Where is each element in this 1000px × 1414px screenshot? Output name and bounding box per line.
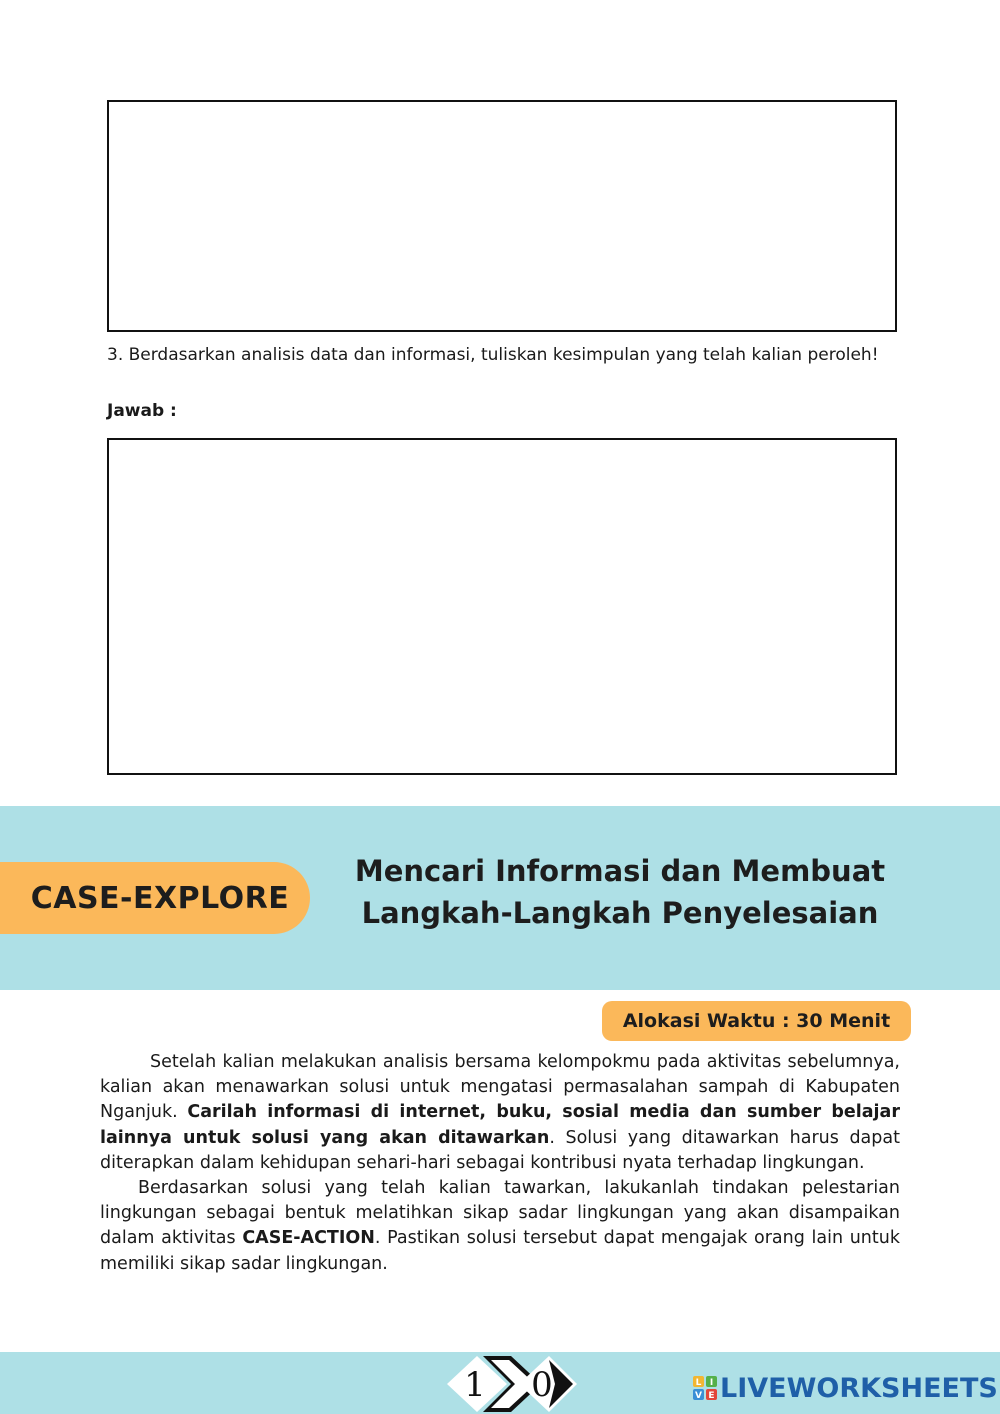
paragraph-2-part-2: . Pastikan solusi tersebut dapat mengajak orang lain untuk memiliki sikap sadar lingkungan. — [100, 1228, 900, 1274]
svg-text:I: I — [709, 1378, 714, 1388]
section-title-line-2: Langkah-Langkah Penyelesaian — [361, 896, 879, 930]
svg-text:L: L — [695, 1378, 702, 1388]
time-allocation-badge: Alokasi Waktu : 30 Menit — [602, 1001, 911, 1041]
section-title-line-1: Mencari Informasi dan Membuat — [354, 854, 886, 888]
liveworksheets-logo-icon — [692, 1375, 718, 1401]
page-number — [445, 1354, 580, 1414]
question-3-text: 3. Berdasarkan analisis data dan informasi, tuliskan kesimpulan yang telah kalian peroleh! — [107, 345, 879, 365]
paragraph-2-bold: CASE-ACTION — [242, 1228, 375, 1249]
answer-box-question-3[interactable] — [107, 438, 897, 775]
svg-text:E: E — [708, 1391, 715, 1401]
paragraph-2 — [100, 1176, 900, 1277]
instruction-text — [100, 1050, 900, 1277]
paragraph-2-part-1: Berdasarkan solusi yang telah kalian tawarkan, lakukanlah tindakan pelestarian lingkungan sebagai bentuk melatihkan sikap sadar lingkungan yang akan disampaikan dalam aktivitas — [100, 1178, 900, 1249]
case-explore-label: CASE-EXPLORE — [30, 880, 290, 916]
paragraph-1 — [100, 1050, 900, 1176]
paragraph-1-part-2: . Solusi yang ditawarkan harus dapat diterapkan dalam kehidupan sehari-hari sebagai kontribusi nyata terhadap lingkungan. — [100, 1127, 900, 1173]
liveworksheets-brand[interactable] — [692, 1370, 998, 1406]
answer-box-previous[interactable] — [107, 100, 897, 332]
svg-text:V: V — [695, 1391, 702, 1401]
page-digit-2: 0 — [531, 1365, 553, 1405]
brand-name: LIVEWORKSHEETS — [720, 1372, 998, 1404]
answer-label: Jawab : — [107, 401, 177, 421]
page-digit-1: 1 — [464, 1365, 486, 1405]
paragraph-1-part-1: Setelah kalian melakukan analisis bersama kelompokmu pada aktivitas sebelumnya, kalian akan menawarkan solusi untuk mengatasi permasalahan sampah di Kabupaten Nganjuk. — [100, 1052, 900, 1123]
paragraph-1-bold: Carilah informasi di internet, buku, sosial media dan sumber belajar lainnya untuk solusi yang akan ditawarkan — [100, 1102, 900, 1148]
section-title — [330, 850, 910, 934]
case-explore-tag — [0, 862, 310, 934]
